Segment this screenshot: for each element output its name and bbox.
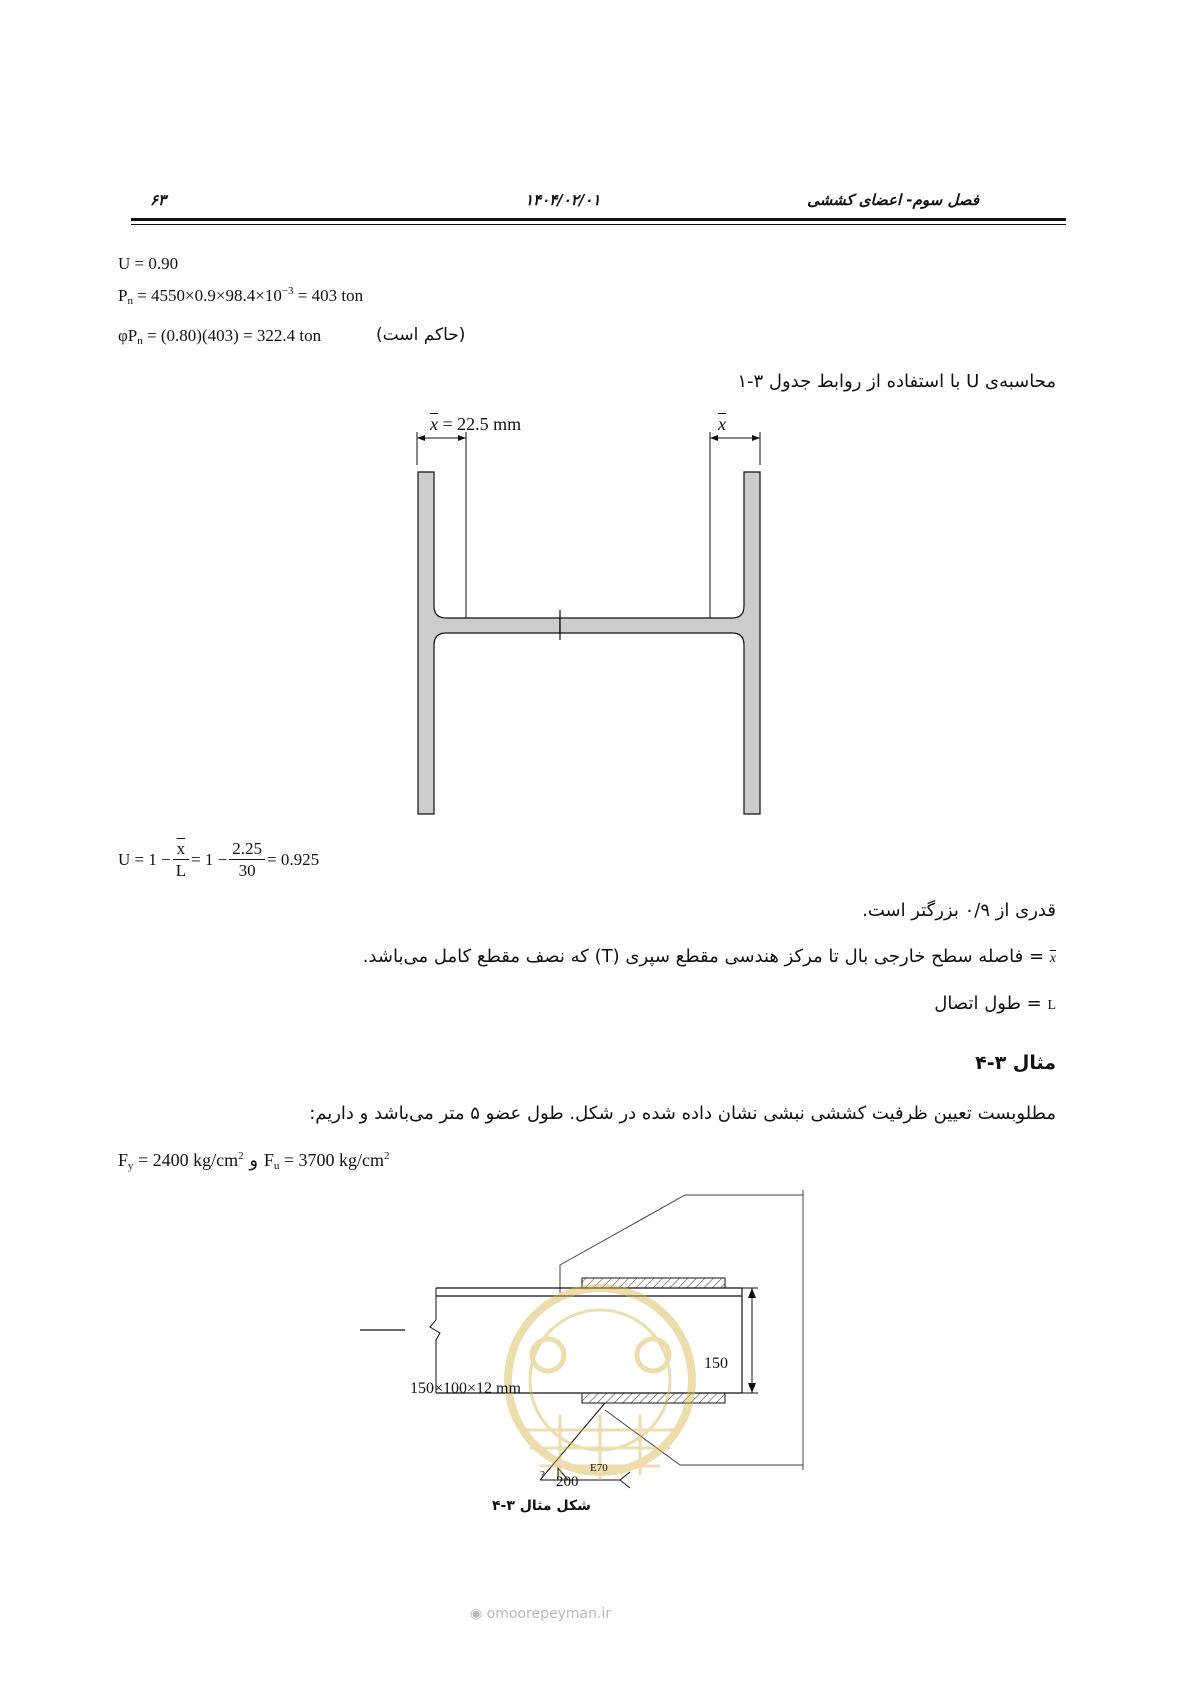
material-properties: $F_y = 2400$ $kg/cm^2$ و $F_u = 3700$ $kg/cm^2$	[118, 1150, 390, 1172]
header-rule-thin	[131, 224, 1066, 225]
example-statement: مطلوبست تعیین ظرفیت کششی نبشی نشان داده شده در شکل. طول عضو ۵ متر می‌باشد و داریم:	[309, 1103, 1056, 1124]
angle-size-label: 150×100×12 mm	[410, 1380, 521, 1397]
example-title: مثال ۳-۴	[975, 1052, 1056, 1074]
xbar-dimension-label: $\overline{x} = 22.5$ mm	[430, 414, 522, 434]
governs-note: (حاکم است)	[376, 325, 466, 345]
electrode-label: E70	[590, 1462, 608, 1474]
note-l-definition: L = طول اتصال	[934, 993, 1056, 1014]
weld-length-label: 200	[556, 1474, 579, 1490]
u-calc-equation: U = 1 − $\frac{\overline{x}}{L}$ = 1 − $\frac{2.25}{30}$ = 0.925	[118, 839, 320, 880]
pn-equation: $P_n = 4550\times 0.9\times 98.4\times 10^{-3} = 403$ ton	[118, 285, 364, 307]
watermark-site: ◉ omoorepeyman.ir	[470, 1606, 612, 1622]
note-greater-than: قدری از ۰/۹ بزرگتر است.	[862, 900, 1056, 921]
globe-icon: ◉	[470, 1606, 483, 1622]
page-number: ۶۳	[150, 191, 167, 209]
right-flange	[560, 472, 760, 814]
phipn-equation: $\varphi P_n = (0.80)(403) = 322.4$ ton	[118, 326, 322, 347]
weld-size-label: ?	[540, 1469, 545, 1481]
header-rule-thick	[131, 218, 1066, 221]
chapter-title: فصل سوم- اعضای کششی	[807, 191, 979, 209]
dim-150-label: 150	[704, 1355, 728, 1372]
figure-caption: شکل مثال ۳-۴	[492, 1498, 591, 1514]
u-value-eq: U = 0.90	[118, 254, 179, 273]
w-section-figure	[400, 410, 780, 820]
xbar-right-label: $\overline{x}$	[718, 414, 726, 434]
section-u-heading: محاسبه‌ی U با استفاده از روابط جدول ۳-۱	[737, 371, 1056, 392]
note-xbar-definition: x = فاصله سطح خارجی بال تا مرکز هندسی مقطع سپری (T) که نصف مقطع کامل می‌باشد.	[362, 946, 1056, 967]
left-flange	[418, 472, 560, 814]
header-date: ۱۴۰۴/۰۲/۰۱	[525, 191, 601, 209]
